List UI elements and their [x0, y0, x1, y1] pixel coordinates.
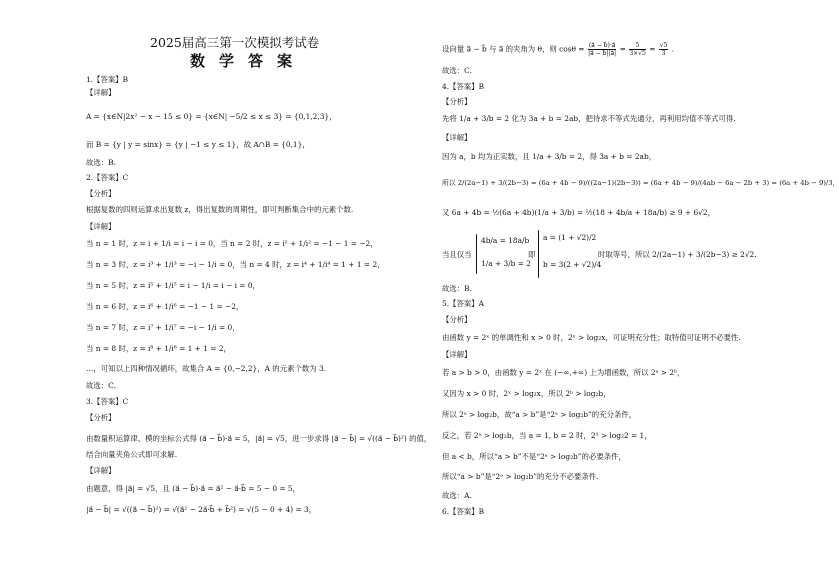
- q5-line-2: 又因为 x > 0 时，2ˣ > log₂x，所以 2ᵇ > log₂b，: [442, 389, 611, 398]
- q3-detail-1: 由题意，得 |a⃗| = √5，且 (a⃗ − b⃗)·a⃗ = a⃗² − a⃗·b⃗ = 5 − 0 = 5，: [86, 484, 301, 493]
- q1-set-b: 而 B = {y | y = sinx} = {y | −1 ≤ y ≤ 1}，故 A∩B = {0,1}，: [86, 140, 310, 149]
- q2-case-7: 当 n = 7 时，z = i⁷ + 1/i⁷ = −i − 1/i = 0，: [86, 323, 240, 332]
- q5-line-4: 反之，若 2ᵃ > log₂b，当 a = 1, b = 2 时，2¹ > log₂2 = 1，: [442, 431, 652, 440]
- page-title: 2025届高三第一次模拟考试卷: [150, 35, 320, 50]
- q5-analysis-tag: 【分析】: [442, 315, 472, 324]
- q2-case-8: 当 n = 8 时，z = i⁸ + 1/i⁸ = 1 + 1 = 2，: [86, 344, 231, 353]
- q5-line-3: 所以 2ᵃ > log₂b，故“a > b”是“2ᵃ > log₂b”的充分条件，: [442, 410, 637, 419]
- q3-cos-frac-3-den: 3: [661, 50, 666, 57]
- q4-cond-mid: 即: [528, 250, 536, 259]
- q5-detail-tag: 【详解】: [442, 350, 472, 359]
- q5-line-5: 但 a < b，所以“a > b”不是“2ᵃ > log₂b”的必要条件，: [442, 452, 626, 461]
- q4-detail-tag: 【详解】: [442, 133, 472, 142]
- q2-analysis-tag: 【分析】: [86, 189, 116, 198]
- q4-line-1: 因为 a，b 均为正实数，且 1/a + 3/b = 2，得 3a + b = 2ab，: [442, 152, 657, 161]
- q4-cond-eq-1: 4b/a = 18a/b: [481, 236, 530, 245]
- q2-case-6: 当 n = 6 时，z = i⁶ + 1/i⁶ = −1 − 1 = −2，: [86, 302, 244, 311]
- q3-detail-2: |a⃗ − b⃗| = √((a⃗ − b⃗)²) = √(a⃗² − 2a⃗·b⃗ + b⃗²) = √(5 − 0 + 4) = 3，: [86, 505, 317, 514]
- q4-cond-sol-2: b = 3(2 + √2)/4: [543, 260, 602, 269]
- q3-choose: 故选：C.: [442, 66, 472, 75]
- q2-conclusion: …，可知以上四种情况循环，故集合 A = {0,−2,2}，A 的元素个数为 3.: [86, 364, 327, 373]
- q5-line-1: 若 a > b > 0，由函数 y = 2ˣ 在 (−∞,+∞) 上为增函数，所以 2ᵃ > 2ᵇ，: [442, 368, 685, 377]
- q3-cos-pre: 设向量 a⃗ − b⃗ 与 a⃗ 的夹角为 θ，则 cosθ =: [442, 44, 585, 54]
- page-subtitle: 数学答案: [190, 52, 307, 70]
- q3-cos-frac-2: [629, 42, 646, 57]
- q4-choose: 故选：B.: [442, 284, 472, 293]
- q3-cos-frac-3: [659, 42, 669, 57]
- q4-cond-sol-1: a = (1 + √2)/2: [543, 233, 597, 242]
- q5-answer: 5.【答案】A: [442, 299, 484, 308]
- q4-answer: 4.【答案】B: [442, 82, 485, 91]
- q6-answer: 6.【答案】B: [442, 507, 485, 516]
- q3-cos-frac-3-num: √5: [659, 42, 668, 49]
- q3-cos-frac-1-den: |a⃗ − b⃗||a⃗|: [588, 50, 617, 57]
- q4-line-3: 又 6a + 4b = ½(6a + 4b)(1/a + 3/b) = ½(18 + 4b/a + 18a/b) ≥ 9 + 6√2，: [442, 208, 715, 217]
- q4-analysis-tag: 【分析】: [442, 97, 472, 106]
- q2-detail-tag: 【详解】: [86, 222, 116, 231]
- q5-line-6: 所以“a > b”是“2ᵃ > log₂b”的充分不必要条件.: [442, 472, 599, 481]
- q3-cos-frac-2-den: 3×√5: [629, 50, 646, 57]
- q2-case-5: 当 n = 5 时，z = i⁵ + 1/i⁵ = i − 1/i = i − i = 0，: [86, 281, 260, 290]
- q3-analysis-2: 结合向量夹角公式即可求解.: [86, 450, 178, 459]
- q2-case-1-2: 当 n = 1 时，z = i + 1/i = i − i = 0，当 n = 2 时，z = i² + 1/i² = −1 − 1 = −2，: [86, 239, 378, 248]
- q1-detail-tag: 【详解】: [86, 88, 116, 97]
- q3-analysis-1: 由数量积运算律、模的坐标公式得 (a⃗ − b⃗)·a⃗ = 5，|a⃗| = √5，进一步求得 |a⃗ − b⃗| = √((a⃗ − b⃗)²) 的值，: [86, 434, 432, 443]
- q4-cond-post: 时取等号，所以 2/(2a−1) + 3/(2b−3) ≥ 2√2.: [598, 250, 757, 259]
- q2-analysis: 根据复数的四则运算求出复数 z，得出复数的周期性，即可判断集合中的元素个数.: [86, 205, 354, 214]
- q4-analysis: 先将 1/a + 3/b = 2 化为 3a + b = 2ab，把待求不等式先通分，再利用均值不等式可得.: [442, 114, 736, 123]
- q1-choose: 故选：B.: [86, 158, 116, 167]
- q3-detail-tag: 【详解】: [86, 466, 116, 475]
- q4-cond-pre: 当且仅当: [442, 250, 472, 259]
- q3-cos-frac-1: [588, 42, 617, 57]
- q2-case-3-4: 当 n = 3 时，z = i³ + 1/i³ = −i − 1/i = 0，当 n = 4 时，z = i⁴ + 1/i⁴ = 1 + 1 = 2，: [86, 260, 385, 269]
- q3-cos-frac-2-num: 5: [629, 42, 646, 50]
- q1-set-a: A = {x∈N|2x² − x − 15 ≤ 0} = {x∈N| −5/2 ≤ x ≤ 3} = {0,1,2,3}，: [86, 112, 337, 121]
- q4-cond-brace-2: [538, 230, 539, 278]
- q5-analysis: 由函数 y = 2ˣ 的单调性和 x > 0 时，2ˣ > log₂x，可证明充分性；取特值可证明不必要性.: [442, 333, 741, 342]
- q4-cond-eq-2: 1/a + 3/b = 2: [481, 259, 532, 268]
- q5-choose: 故选：A.: [442, 491, 472, 500]
- q4-cond-brace-1: [476, 234, 477, 274]
- q4-line-2: 所以 2/(2a−1) + 3/(2b−3) = (6a + 4b − 9)/((2a−1)(2b−3)) = (6a + 4b − 9)/(4ab − 6a − 2b + 3) = (6a + 4b − 9)/3，: [442, 179, 839, 187]
- q3-analysis-tag: 【分析】: [86, 413, 116, 422]
- q2-answer: 2.【答案】C: [86, 173, 129, 182]
- q1-answer: 1.【答案】B: [86, 75, 129, 84]
- q2-choose: 故选：C.: [86, 381, 116, 390]
- q3-answer: 3.【答案】C: [86, 397, 129, 406]
- q3-cos-frac-1-num: (a⃗ − b⃗)·a⃗: [588, 42, 616, 49]
- q3-cos-line: 设向量 a⃗ − b⃗ 与 a⃗ 的夹角为 θ，则 cosθ = $\frac{(a⃗ - b⃗)\cdot a⃗}{|a⃗ - b⃗||a⃗|}$ = $\frac{5}{3\times√5}$ = $\frac{√5}{3}$ .: [442, 42, 675, 57]
